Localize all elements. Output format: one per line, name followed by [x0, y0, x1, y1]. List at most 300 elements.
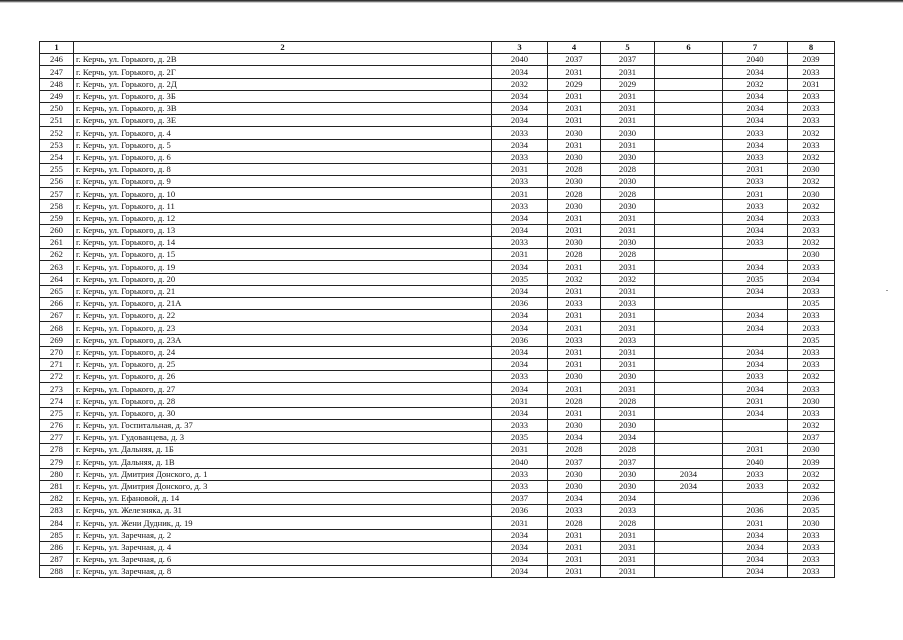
year-col-4-cell: 2033 — [548, 505, 601, 517]
year-col-6-cell — [655, 261, 723, 273]
row-number-cell: 259 — [40, 212, 74, 224]
year-col-3-cell: 2036 — [492, 297, 548, 309]
year-col-3-cell: 2035 — [492, 273, 548, 285]
year-col-6-cell — [655, 237, 723, 249]
year-col-6-cell — [655, 444, 723, 456]
year-col-7-cell: 2035 — [723, 273, 788, 285]
year-col-6-cell — [655, 419, 723, 431]
address-cell: г. Керчь, ул. Горького, д. 30 — [74, 407, 492, 419]
address-cell: г. Керчь, ул. Горького, д. 23 — [74, 322, 492, 334]
year-col-4-cell: 2031 — [548, 285, 601, 297]
year-col-6-cell — [655, 322, 723, 334]
table-row — [40, 78, 835, 90]
row-number-cell: 277 — [40, 432, 74, 444]
year-col-3-cell: 2033 — [492, 468, 548, 480]
year-col-3-cell: 2032 — [492, 78, 548, 90]
year-col-8-cell: 2032 — [788, 480, 835, 492]
row-number-cell: 251 — [40, 115, 74, 127]
year-col-7-cell: 2034 — [723, 566, 788, 578]
column-header: 8 — [788, 42, 835, 54]
table-row — [40, 261, 835, 273]
year-col-7-cell — [723, 492, 788, 504]
year-col-4-cell: 2037 — [548, 456, 601, 468]
year-col-5-cell: 2031 — [601, 407, 655, 419]
year-col-8-cell: 2037 — [788, 432, 835, 444]
address-cell: г. Керчь, ул. Горького, д. 20 — [74, 273, 492, 285]
table-row — [40, 188, 835, 200]
row-number-cell: 274 — [40, 395, 74, 407]
year-col-8-cell: 2033 — [788, 322, 835, 334]
year-col-3-cell: 2033 — [492, 480, 548, 492]
year-col-4-cell: 2030 — [548, 127, 601, 139]
table-row — [40, 322, 835, 334]
year-col-3-cell: 2034 — [492, 66, 548, 78]
year-col-5-cell: 2030 — [601, 200, 655, 212]
year-col-3-cell: 2033 — [492, 151, 548, 163]
year-col-3-cell: 2034 — [492, 310, 548, 322]
row-number-cell: 266 — [40, 297, 74, 309]
year-col-4-cell: 2028 — [548, 188, 601, 200]
year-col-4-cell: 2032 — [548, 273, 601, 285]
year-col-7-cell: 2031 — [723, 444, 788, 456]
row-number-cell: 262 — [40, 249, 74, 261]
year-col-8-cell: 2033 — [788, 407, 835, 419]
year-col-6-cell — [655, 102, 723, 114]
year-col-5-cell: 2037 — [601, 456, 655, 468]
year-col-8-cell: 2033 — [788, 66, 835, 78]
year-col-7-cell: 2034 — [723, 66, 788, 78]
year-col-5-cell: 2033 — [601, 505, 655, 517]
year-col-6-cell — [655, 151, 723, 163]
year-col-6-cell — [655, 78, 723, 90]
year-col-8-cell: 2032 — [788, 468, 835, 480]
address-cell: г. Керчь, ул. Горького, д. 14 — [74, 237, 492, 249]
year-col-4-cell: 2030 — [548, 419, 601, 431]
year-col-3-cell: 2040 — [492, 456, 548, 468]
year-col-5-cell: 2030 — [601, 127, 655, 139]
year-col-7-cell: 2033 — [723, 468, 788, 480]
year-col-5-cell: 2037 — [601, 54, 655, 66]
row-number-cell: 256 — [40, 176, 74, 188]
year-col-5-cell: 2029 — [601, 78, 655, 90]
year-col-7-cell: 2033 — [723, 127, 788, 139]
row-number-cell: 255 — [40, 163, 74, 175]
year-col-3-cell: 2034 — [492, 261, 548, 273]
year-col-7-cell — [723, 334, 788, 346]
address-cell: г. Керчь, ул. Заречная, д. 8 — [74, 566, 492, 578]
year-col-6-cell — [655, 163, 723, 175]
year-col-3-cell: 2033 — [492, 237, 548, 249]
column-header: 4 — [548, 42, 601, 54]
header-row — [40, 42, 835, 54]
address-cell: г. Керчь, ул. Дмитрия Донского, д. 1 — [74, 468, 492, 480]
year-col-5-cell: 2031 — [601, 346, 655, 358]
year-col-7-cell: 2034 — [723, 102, 788, 114]
year-col-3-cell: 2034 — [492, 553, 548, 565]
row-number-cell: 282 — [40, 492, 74, 504]
address-cell: г. Керчь, ул. Горького, д. 6 — [74, 151, 492, 163]
year-col-4-cell: 2031 — [548, 322, 601, 334]
table-row — [40, 505, 835, 517]
year-col-5-cell: 2030 — [601, 151, 655, 163]
year-col-4-cell: 2029 — [548, 78, 601, 90]
year-col-4-cell: 2031 — [548, 115, 601, 127]
table-row — [40, 139, 835, 151]
table-row — [40, 371, 835, 383]
year-col-6-cell — [655, 492, 723, 504]
table-row — [40, 517, 835, 529]
year-col-5-cell: 2031 — [601, 566, 655, 578]
year-col-3-cell: 2034 — [492, 90, 548, 102]
year-col-3-cell: 2034 — [492, 322, 548, 334]
year-col-3-cell: 2034 — [492, 115, 548, 127]
year-col-8-cell: 2035 — [788, 334, 835, 346]
year-col-7-cell — [723, 419, 788, 431]
row-number-cell: 267 — [40, 310, 74, 322]
year-col-4-cell: 2028 — [548, 444, 601, 456]
address-cell: г. Керчь, ул. Горького, д. 23А — [74, 334, 492, 346]
year-col-6-cell — [655, 371, 723, 383]
year-col-4-cell: 2031 — [548, 383, 601, 395]
year-col-6-cell: 2034 — [655, 468, 723, 480]
year-col-3-cell: 2034 — [492, 407, 548, 419]
year-col-4-cell: 2030 — [548, 176, 601, 188]
year-col-6-cell — [655, 224, 723, 236]
year-col-5-cell: 2031 — [601, 115, 655, 127]
year-col-3-cell: 2034 — [492, 224, 548, 236]
table-row — [40, 492, 835, 504]
year-col-6-cell — [655, 310, 723, 322]
address-cell: г. Керчь, ул. Горького, д. 13 — [74, 224, 492, 236]
year-col-4-cell: 2031 — [548, 66, 601, 78]
year-col-6-cell — [655, 273, 723, 285]
year-col-8-cell: 2035 — [788, 297, 835, 309]
year-col-7-cell: 2040 — [723, 456, 788, 468]
row-number-cell: 268 — [40, 322, 74, 334]
year-col-3-cell: 2031 — [492, 395, 548, 407]
year-col-7-cell: 2033 — [723, 480, 788, 492]
year-col-7-cell: 2034 — [723, 346, 788, 358]
year-col-5-cell: 2030 — [601, 176, 655, 188]
address-cell: г. Керчь, ул. Дмитрия Донского, д. 3 — [74, 480, 492, 492]
year-col-5-cell: 2028 — [601, 517, 655, 529]
row-number-cell: 269 — [40, 334, 74, 346]
table-row — [40, 163, 835, 175]
table-row — [40, 249, 835, 261]
table-row — [40, 273, 835, 285]
address-cell: г. Керчь, ул. Заречная, д. 2 — [74, 529, 492, 541]
row-number-cell: 279 — [40, 456, 74, 468]
table-row — [40, 176, 835, 188]
year-col-6-cell — [655, 432, 723, 444]
year-col-7-cell: 2034 — [723, 310, 788, 322]
year-col-4-cell: 2031 — [548, 310, 601, 322]
table-row — [40, 66, 835, 78]
address-cell: г. Керчь, ул. Горького, д. 2Г — [74, 66, 492, 78]
year-col-8-cell: 2032 — [788, 200, 835, 212]
address-cell: г. Керчь, ул. Горького, д. 22 — [74, 310, 492, 322]
year-col-7-cell: 2034 — [723, 541, 788, 553]
year-col-8-cell: 2032 — [788, 176, 835, 188]
address-cell: г. Керчь, ул. Жени Дудник, д. 19 — [74, 517, 492, 529]
year-col-5-cell: 2028 — [601, 395, 655, 407]
year-col-4-cell: 2031 — [548, 212, 601, 224]
table-row — [40, 541, 835, 553]
year-col-6-cell — [655, 127, 723, 139]
year-col-8-cell: 2032 — [788, 371, 835, 383]
year-col-4-cell: 2031 — [548, 541, 601, 553]
year-col-8-cell: 2030 — [788, 444, 835, 456]
address-cell: г. Керчь, ул. Горького, д. 2В — [74, 54, 492, 66]
table-row — [40, 456, 835, 468]
row-number-cell: 285 — [40, 529, 74, 541]
year-col-8-cell: 2033 — [788, 541, 835, 553]
address-cell: г. Керчь, ул. Гудованцева, д. 3 — [74, 432, 492, 444]
year-col-5-cell: 2031 — [601, 66, 655, 78]
address-cell: г. Керчь, ул. Горького, д. 2Д — [74, 78, 492, 90]
year-col-4-cell: 2031 — [548, 261, 601, 273]
year-col-8-cell: 2033 — [788, 529, 835, 541]
row-number-cell: 270 — [40, 346, 74, 358]
year-col-3-cell: 2036 — [492, 334, 548, 346]
year-col-5-cell: 2031 — [601, 102, 655, 114]
year-col-3-cell: 2033 — [492, 176, 548, 188]
year-col-5-cell: 2031 — [601, 224, 655, 236]
row-number-cell: 278 — [40, 444, 74, 456]
year-col-6-cell — [655, 90, 723, 102]
year-col-5-cell: 2031 — [601, 553, 655, 565]
year-col-5-cell: 2034 — [601, 492, 655, 504]
year-col-8-cell: 2039 — [788, 456, 835, 468]
year-col-6-cell: 2034 — [655, 480, 723, 492]
year-col-6-cell — [655, 249, 723, 261]
year-col-6-cell — [655, 395, 723, 407]
year-col-4-cell: 2031 — [548, 102, 601, 114]
table-body — [40, 54, 835, 578]
year-col-3-cell: 2031 — [492, 444, 548, 456]
address-cell: г. Керчь, ул. Дальняя, д. 1Б — [74, 444, 492, 456]
year-col-3-cell: 2033 — [492, 419, 548, 431]
year-col-3-cell: 2031 — [492, 517, 548, 529]
year-col-7-cell: 2034 — [723, 139, 788, 151]
year-col-7-cell: 2032 — [723, 78, 788, 90]
row-number-cell: 254 — [40, 151, 74, 163]
year-col-5-cell: 2032 — [601, 273, 655, 285]
year-col-4-cell: 2031 — [548, 529, 601, 541]
year-col-8-cell: 2033 — [788, 346, 835, 358]
year-col-7-cell: 2034 — [723, 358, 788, 370]
year-col-5-cell: 2031 — [601, 261, 655, 273]
year-col-6-cell — [655, 139, 723, 151]
address-cell: г. Керчь, ул. Горького, д. 3Е — [74, 115, 492, 127]
year-col-6-cell — [655, 212, 723, 224]
table-row — [40, 224, 835, 236]
year-col-8-cell: 2039 — [788, 54, 835, 66]
year-col-8-cell: 2031 — [788, 78, 835, 90]
year-col-8-cell: 2030 — [788, 188, 835, 200]
year-col-6-cell — [655, 54, 723, 66]
year-col-5-cell: 2031 — [601, 529, 655, 541]
year-col-7-cell: 2031 — [723, 188, 788, 200]
year-col-3-cell: 2036 — [492, 505, 548, 517]
table-row — [40, 297, 835, 309]
year-col-6-cell — [655, 115, 723, 127]
year-col-4-cell: 2034 — [548, 492, 601, 504]
year-col-3-cell: 2034 — [492, 541, 548, 553]
year-col-4-cell: 2028 — [548, 395, 601, 407]
year-col-3-cell: 2033 — [492, 127, 548, 139]
year-col-5-cell: 2031 — [601, 90, 655, 102]
year-col-3-cell: 2034 — [492, 102, 548, 114]
column-header: 7 — [723, 42, 788, 54]
year-col-5-cell: 2030 — [601, 468, 655, 480]
table-row — [40, 285, 835, 297]
year-col-8-cell: 2035 — [788, 505, 835, 517]
table-row — [40, 480, 835, 492]
year-col-5-cell: 2033 — [601, 334, 655, 346]
address-cell: г. Керчь, ул. Ефановой, д. 14 — [74, 492, 492, 504]
scan-edge — [0, 0, 903, 3]
table-row — [40, 102, 835, 114]
year-col-8-cell: 2033 — [788, 115, 835, 127]
row-number-cell: 271 — [40, 358, 74, 370]
year-col-3-cell: 2031 — [492, 163, 548, 175]
year-col-7-cell — [723, 297, 788, 309]
year-col-7-cell: 2034 — [723, 407, 788, 419]
year-col-6-cell — [655, 200, 723, 212]
address-cell: г. Керчь, ул. Железнякa, д. 31 — [74, 505, 492, 517]
row-number-cell: 248 — [40, 78, 74, 90]
year-col-6-cell — [655, 553, 723, 565]
year-col-3-cell: 2034 — [492, 358, 548, 370]
address-cell: г. Керчь, ул. Горького, д. 3В — [74, 102, 492, 114]
year-col-5-cell: 2033 — [601, 297, 655, 309]
year-col-8-cell: 2033 — [788, 285, 835, 297]
year-col-3-cell: 2033 — [492, 200, 548, 212]
row-number-cell: 287 — [40, 553, 74, 565]
year-col-8-cell: 2033 — [788, 139, 835, 151]
year-col-4-cell: 2030 — [548, 468, 601, 480]
table-row — [40, 115, 835, 127]
year-col-3-cell: 2034 — [492, 346, 548, 358]
year-col-8-cell: 2036 — [788, 492, 835, 504]
year-col-5-cell: 2028 — [601, 444, 655, 456]
address-cell: г. Керчь, ул. Горького, д. 9 — [74, 176, 492, 188]
year-col-8-cell: 2033 — [788, 566, 835, 578]
table-row — [40, 407, 835, 419]
year-col-3-cell: 2031 — [492, 249, 548, 261]
year-col-5-cell: 2028 — [601, 163, 655, 175]
row-number-cell: 286 — [40, 541, 74, 553]
row-number-cell: 276 — [40, 419, 74, 431]
year-col-3-cell: 2034 — [492, 285, 548, 297]
year-col-4-cell: 2031 — [548, 346, 601, 358]
year-col-3-cell: 2034 — [492, 566, 548, 578]
year-col-8-cell: 2033 — [788, 358, 835, 370]
table-row — [40, 358, 835, 370]
year-col-6-cell — [655, 285, 723, 297]
year-col-4-cell: 2028 — [548, 517, 601, 529]
year-col-8-cell: 2032 — [788, 237, 835, 249]
year-col-7-cell: 2034 — [723, 285, 788, 297]
year-col-3-cell: 2037 — [492, 492, 548, 504]
year-col-7-cell: 2034 — [723, 322, 788, 334]
row-number-cell: 288 — [40, 566, 74, 578]
table-row — [40, 212, 835, 224]
year-col-8-cell: 2033 — [788, 383, 835, 395]
year-col-5-cell: 2031 — [601, 285, 655, 297]
table-row — [40, 419, 835, 431]
address-cell: г. Керчь, ул. Горького, д. 25 — [74, 358, 492, 370]
year-col-4-cell: 2028 — [548, 249, 601, 261]
address-cell: г. Керчь, ул. Заречная, д. 4 — [74, 541, 492, 553]
year-col-8-cell: 2033 — [788, 212, 835, 224]
year-col-6-cell — [655, 383, 723, 395]
row-number-cell: 281 — [40, 480, 74, 492]
address-cell: г. Керчь, ул. Горького, д. 3Б — [74, 90, 492, 102]
year-col-4-cell: 2031 — [548, 358, 601, 370]
table-row — [40, 383, 835, 395]
address-cell: г. Керчь, ул. Горького, д. 28 — [74, 395, 492, 407]
row-number-cell: 275 — [40, 407, 74, 419]
address-cell: г. Керчь, ул. Заречная, д. 6 — [74, 553, 492, 565]
year-col-4-cell: 2030 — [548, 200, 601, 212]
row-number-cell: 247 — [40, 66, 74, 78]
row-number-cell: 273 — [40, 383, 74, 395]
year-col-8-cell: 2030 — [788, 395, 835, 407]
year-col-3-cell: 2035 — [492, 432, 548, 444]
year-col-5-cell: 2030 — [601, 480, 655, 492]
year-col-7-cell: 2036 — [723, 505, 788, 517]
address-cell: г. Керчь, ул. Дальняя, д. 1В — [74, 456, 492, 468]
address-cell: г. Керчь, ул. Горького, д. 8 — [74, 163, 492, 175]
address-cell: г. Керчь, ул. Горького, д. 26 — [74, 371, 492, 383]
year-col-5-cell: 2030 — [601, 237, 655, 249]
year-col-7-cell — [723, 432, 788, 444]
year-col-4-cell: 2030 — [548, 371, 601, 383]
year-col-7-cell: 2033 — [723, 371, 788, 383]
year-col-5-cell: 2031 — [601, 322, 655, 334]
year-col-7-cell: 2034 — [723, 261, 788, 273]
address-cell: г. Керчь, ул. Горького, д. 15 — [74, 249, 492, 261]
row-number-cell: 258 — [40, 200, 74, 212]
year-col-7-cell: 2034 — [723, 115, 788, 127]
year-col-4-cell: 2031 — [548, 553, 601, 565]
year-col-4-cell: 2030 — [548, 237, 601, 249]
address-cell: г. Керчь, ул. Горького, д. 11 — [74, 200, 492, 212]
year-col-3-cell: 2033 — [492, 371, 548, 383]
year-col-5-cell: 2030 — [601, 371, 655, 383]
row-number-cell: 261 — [40, 237, 74, 249]
year-col-4-cell: 2033 — [548, 297, 601, 309]
table-row — [40, 200, 835, 212]
year-col-6-cell — [655, 456, 723, 468]
registry-table — [39, 41, 835, 578]
table-row — [40, 553, 835, 565]
year-col-8-cell: 2030 — [788, 249, 835, 261]
year-col-7-cell: 2033 — [723, 200, 788, 212]
year-col-3-cell: 2031 — [492, 188, 548, 200]
year-col-8-cell: 2030 — [788, 163, 835, 175]
year-col-3-cell: 2040 — [492, 54, 548, 66]
table-row — [40, 529, 835, 541]
year-col-4-cell: 2033 — [548, 334, 601, 346]
year-col-5-cell: 2031 — [601, 310, 655, 322]
year-col-6-cell — [655, 297, 723, 309]
year-col-8-cell: 2032 — [788, 127, 835, 139]
row-number-cell: 284 — [40, 517, 74, 529]
year-col-7-cell — [723, 249, 788, 261]
